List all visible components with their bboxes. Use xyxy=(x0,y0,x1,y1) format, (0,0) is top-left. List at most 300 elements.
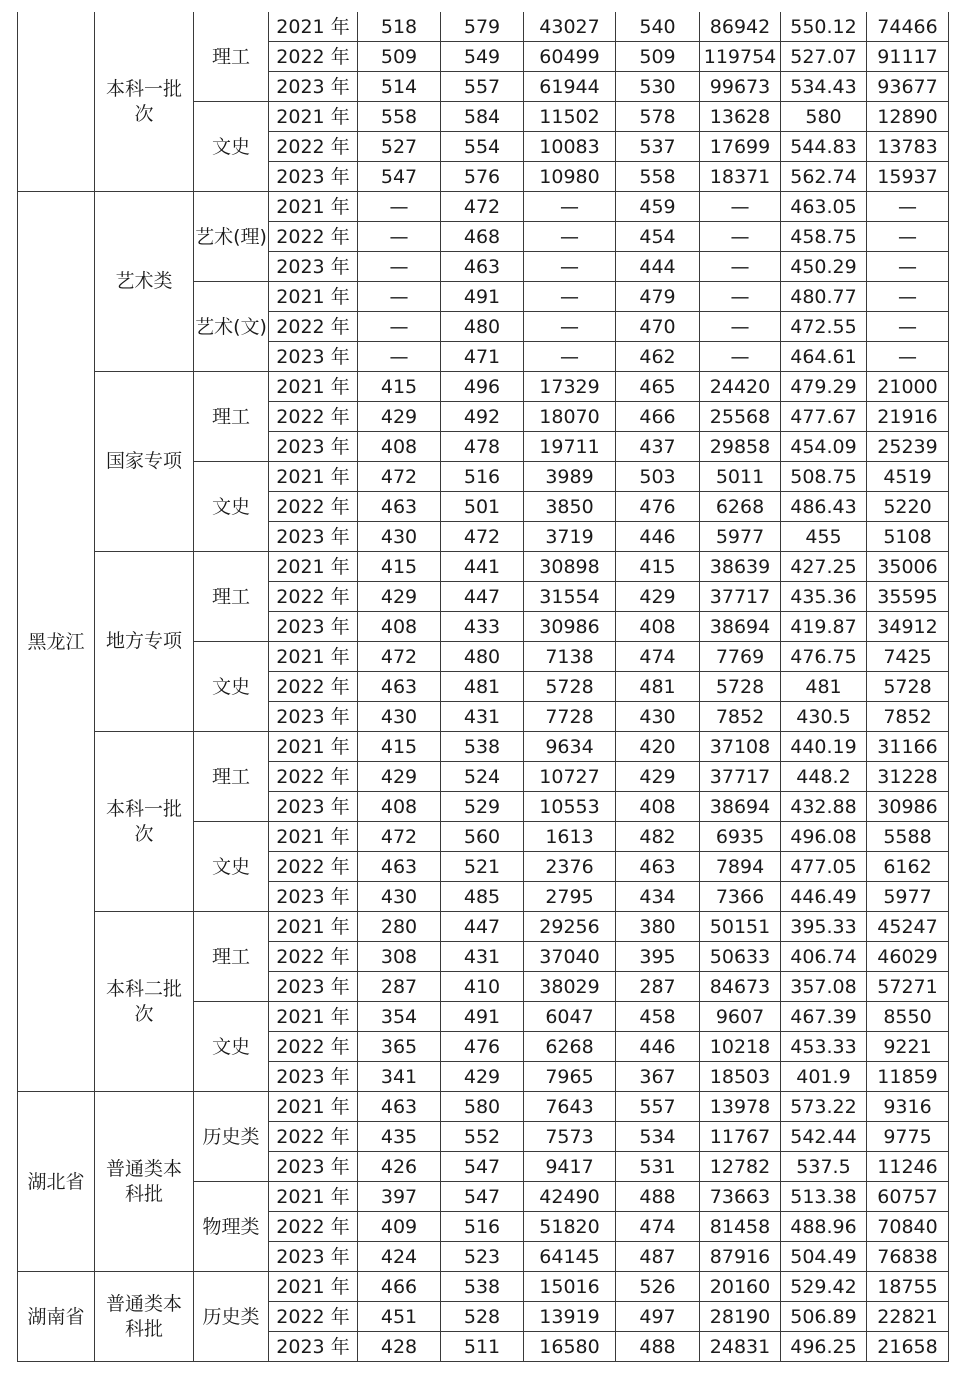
table-row xyxy=(18,372,949,402)
value-cell: 471 xyxy=(441,342,524,372)
table-row xyxy=(18,552,949,582)
value-cell: 60499 xyxy=(524,42,616,72)
table-row xyxy=(18,1092,949,1122)
year-cell: 2022 年 xyxy=(269,672,358,702)
value-cell: 459 xyxy=(616,192,700,222)
table-row xyxy=(18,912,949,942)
value-cell: 410 xyxy=(441,972,524,1002)
value-cell: 440.19 xyxy=(781,732,867,762)
value-cell: 420 xyxy=(616,732,700,762)
year-cell: 2021 年 xyxy=(269,912,358,942)
value-cell: 465 xyxy=(616,372,700,402)
value-cell: 458 xyxy=(616,1002,700,1032)
value-cell: 408 xyxy=(358,432,441,462)
year-cell: 2021 年 xyxy=(269,822,358,852)
value-cell: 480 xyxy=(441,312,524,342)
value-cell: 93677 xyxy=(867,72,949,102)
value-cell: 451 xyxy=(358,1302,441,1332)
value-cell: 540 xyxy=(616,12,700,42)
value-cell: 35006 xyxy=(867,552,949,582)
value-cell: 24420 xyxy=(700,372,781,402)
value-cell: 481 xyxy=(441,672,524,702)
subject-cell: 文史 xyxy=(194,462,269,552)
value-cell: 534.43 xyxy=(781,72,867,102)
value-cell: 21658 xyxy=(867,1332,949,1362)
value-cell: 470 xyxy=(616,312,700,342)
value-cell: 13919 xyxy=(524,1302,616,1332)
value-cell: 476 xyxy=(441,1032,524,1062)
value-cell: 9221 xyxy=(867,1032,949,1062)
year-cell: 2023 年 xyxy=(269,342,358,372)
value-cell: 408 xyxy=(358,612,441,642)
year-cell: 2023 年 xyxy=(269,1062,358,1092)
value-cell: 542.44 xyxy=(781,1122,867,1152)
value-cell: 31166 xyxy=(867,732,949,762)
year-cell: 2023 年 xyxy=(269,252,358,282)
year-cell: 2023 年 xyxy=(269,432,358,462)
score-table xyxy=(17,12,949,1362)
value-cell: 50151 xyxy=(700,912,781,942)
value-cell: 287 xyxy=(616,972,700,1002)
value-cell: 467.39 xyxy=(781,1002,867,1032)
value-cell: 10553 xyxy=(524,792,616,822)
value-cell: 538 xyxy=(441,1272,524,1302)
value-cell: 521 xyxy=(441,852,524,882)
value-cell: 488.96 xyxy=(781,1212,867,1242)
batch-cell: 本科一批次 xyxy=(95,732,194,912)
value-cell: 580 xyxy=(441,1092,524,1122)
year-cell: 2022 年 xyxy=(269,1212,358,1242)
value-cell: 466 xyxy=(358,1272,441,1302)
value-cell: 50633 xyxy=(700,942,781,972)
value-cell: 6268 xyxy=(700,492,781,522)
value-cell: 524 xyxy=(441,762,524,792)
value-cell: 429 xyxy=(616,762,700,792)
value-cell: 30898 xyxy=(524,552,616,582)
value-cell: 84673 xyxy=(700,972,781,1002)
value-cell: 45247 xyxy=(867,912,949,942)
value-cell: 25239 xyxy=(867,432,949,462)
value-cell: 7643 xyxy=(524,1092,616,1122)
value-cell: 573.22 xyxy=(781,1092,867,1122)
value-cell: 20160 xyxy=(700,1272,781,1302)
year-cell: 2021 年 xyxy=(269,642,358,672)
value-cell: 17699 xyxy=(700,132,781,162)
value-cell: 429 xyxy=(358,582,441,612)
value-cell: 354 xyxy=(358,1002,441,1032)
value-cell: 415 xyxy=(358,732,441,762)
value-cell: 424 xyxy=(358,1242,441,1272)
value-cell: 13628 xyxy=(700,102,781,132)
value-cell: — xyxy=(358,342,441,372)
year-cell: 2021 年 xyxy=(269,1272,358,1302)
value-cell: 429 xyxy=(441,1062,524,1092)
value-cell: 7728 xyxy=(524,702,616,732)
value-cell: 429 xyxy=(358,402,441,432)
value-cell: — xyxy=(524,222,616,252)
value-cell: 446 xyxy=(616,522,700,552)
value-cell: 501 xyxy=(441,492,524,522)
value-cell: 557 xyxy=(616,1092,700,1122)
value-cell: 30986 xyxy=(867,792,949,822)
subject-cell: 理工 xyxy=(194,12,269,102)
batch-cell: 本科二批次 xyxy=(95,912,194,1092)
value-cell: 9607 xyxy=(700,1002,781,1032)
value-cell: 74466 xyxy=(867,12,949,42)
value-cell: 562.74 xyxy=(781,162,867,192)
year-cell: 2022 年 xyxy=(269,582,358,612)
value-cell: 61944 xyxy=(524,72,616,102)
value-cell: 51820 xyxy=(524,1212,616,1242)
subject-cell: 文史 xyxy=(194,822,269,912)
value-cell: 24831 xyxy=(700,1332,781,1362)
value-cell: 2795 xyxy=(524,882,616,912)
batch-cell: 本科一批次 xyxy=(95,12,194,192)
value-cell: 430 xyxy=(358,522,441,552)
table-body xyxy=(18,12,949,1362)
year-cell: 2023 年 xyxy=(269,522,358,552)
value-cell: 492 xyxy=(441,402,524,432)
year-cell: 2021 年 xyxy=(269,282,358,312)
value-cell: 472.55 xyxy=(781,312,867,342)
value-cell: 488 xyxy=(616,1182,700,1212)
value-cell: — xyxy=(700,192,781,222)
value-cell: 454.09 xyxy=(781,432,867,462)
value-cell: 431 xyxy=(441,702,524,732)
value-cell: 488 xyxy=(616,1332,700,1362)
value-cell: 435 xyxy=(358,1122,441,1152)
value-cell: 463 xyxy=(441,252,524,282)
value-cell: 429 xyxy=(358,762,441,792)
value-cell: 12782 xyxy=(700,1152,781,1182)
value-cell: 18755 xyxy=(867,1272,949,1302)
value-cell: 477.67 xyxy=(781,402,867,432)
table-row xyxy=(18,732,949,762)
value-cell: 11859 xyxy=(867,1062,949,1092)
value-cell: 516 xyxy=(441,462,524,492)
value-cell: 558 xyxy=(616,162,700,192)
value-cell: — xyxy=(867,252,949,282)
value-cell: 511 xyxy=(441,1332,524,1362)
value-cell: 7769 xyxy=(700,642,781,672)
value-cell: 496.08 xyxy=(781,822,867,852)
value-cell: 560 xyxy=(441,822,524,852)
value-cell: 7894 xyxy=(700,852,781,882)
value-cell: 18070 xyxy=(524,402,616,432)
year-cell: 2021 年 xyxy=(269,102,358,132)
value-cell: 7573 xyxy=(524,1122,616,1152)
value-cell: 11767 xyxy=(700,1122,781,1152)
subject-cell: 艺术(文) xyxy=(194,282,269,372)
value-cell: 395.33 xyxy=(781,912,867,942)
value-cell: 395 xyxy=(616,942,700,972)
year-cell: 2023 年 xyxy=(269,72,358,102)
value-cell: 448.2 xyxy=(781,762,867,792)
value-cell: 12890 xyxy=(867,102,949,132)
value-cell: 537 xyxy=(616,132,700,162)
value-cell: 3850 xyxy=(524,492,616,522)
value-cell: — xyxy=(524,192,616,222)
value-cell: 441 xyxy=(441,552,524,582)
province-cell: 湖北省 xyxy=(18,1092,95,1272)
year-cell: 2023 年 xyxy=(269,162,358,192)
batch-cell: 地方专项 xyxy=(95,552,194,732)
value-cell: 46029 xyxy=(867,942,949,972)
value-cell: 16580 xyxy=(524,1332,616,1362)
value-cell: 576 xyxy=(441,162,524,192)
value-cell: 7852 xyxy=(700,702,781,732)
value-cell: 37717 xyxy=(700,762,781,792)
value-cell: 430 xyxy=(358,882,441,912)
value-cell: 10727 xyxy=(524,762,616,792)
value-cell: 529 xyxy=(441,792,524,822)
subject-cell: 物理类 xyxy=(194,1182,269,1272)
value-cell: 7852 xyxy=(867,702,949,732)
value-cell: 3989 xyxy=(524,462,616,492)
year-cell: 2023 年 xyxy=(269,702,358,732)
value-cell: 34912 xyxy=(867,612,949,642)
value-cell: 464.61 xyxy=(781,342,867,372)
value-cell: 527 xyxy=(358,132,441,162)
value-cell: 496 xyxy=(441,372,524,402)
value-cell: — xyxy=(358,192,441,222)
value-cell: 76838 xyxy=(867,1242,949,1272)
value-cell: 408 xyxy=(616,612,700,642)
value-cell: 5728 xyxy=(700,672,781,702)
value-cell: 516 xyxy=(441,1212,524,1242)
score-table-container xyxy=(17,12,948,1362)
value-cell: 534 xyxy=(616,1122,700,1152)
value-cell: — xyxy=(358,252,441,282)
value-cell: 463 xyxy=(616,852,700,882)
value-cell: 19711 xyxy=(524,432,616,462)
value-cell: 408 xyxy=(616,792,700,822)
value-cell: 538 xyxy=(441,732,524,762)
value-cell: — xyxy=(700,282,781,312)
value-cell: 7366 xyxy=(700,882,781,912)
value-cell: 446 xyxy=(616,1032,700,1062)
value-cell: 472 xyxy=(358,822,441,852)
value-cell: 447 xyxy=(441,582,524,612)
value-cell: 437 xyxy=(616,432,700,462)
province-cell: 湖南省 xyxy=(18,1272,95,1362)
value-cell: 60757 xyxy=(867,1182,949,1212)
value-cell: 367 xyxy=(616,1062,700,1092)
value-cell: — xyxy=(700,342,781,372)
year-cell: 2023 年 xyxy=(269,792,358,822)
value-cell: 409 xyxy=(358,1212,441,1242)
value-cell: 463 xyxy=(358,852,441,882)
subject-cell: 理工 xyxy=(194,732,269,822)
value-cell: 472 xyxy=(358,462,441,492)
value-cell: — xyxy=(358,282,441,312)
value-cell: 554 xyxy=(441,132,524,162)
value-cell: — xyxy=(524,342,616,372)
value-cell: — xyxy=(524,282,616,312)
value-cell: — xyxy=(524,252,616,282)
subject-cell: 理工 xyxy=(194,912,269,1002)
value-cell: 406.74 xyxy=(781,942,867,972)
year-cell: 2022 年 xyxy=(269,852,358,882)
value-cell: 22821 xyxy=(867,1302,949,1332)
value-cell: 6047 xyxy=(524,1002,616,1032)
value-cell: 35595 xyxy=(867,582,949,612)
value-cell: 474 xyxy=(616,1212,700,1242)
value-cell: 433 xyxy=(441,612,524,642)
value-cell: 476 xyxy=(616,492,700,522)
value-cell: 476.75 xyxy=(781,642,867,672)
value-cell: 547 xyxy=(358,162,441,192)
value-cell: — xyxy=(867,282,949,312)
value-cell: 468 xyxy=(441,222,524,252)
value-cell: 463 xyxy=(358,672,441,702)
subject-cell: 理工 xyxy=(194,372,269,462)
value-cell: 446.49 xyxy=(781,882,867,912)
year-cell: 2021 年 xyxy=(269,552,358,582)
value-cell: 508.75 xyxy=(781,462,867,492)
value-cell: 558 xyxy=(358,102,441,132)
value-cell: 9634 xyxy=(524,732,616,762)
value-cell: 28190 xyxy=(700,1302,781,1332)
value-cell: 5220 xyxy=(867,492,949,522)
value-cell: — xyxy=(867,192,949,222)
value-cell: 7965 xyxy=(524,1062,616,1092)
value-cell: 552 xyxy=(441,1122,524,1152)
value-cell: 432.88 xyxy=(781,792,867,822)
value-cell: 462 xyxy=(616,342,700,372)
value-cell: 506.89 xyxy=(781,1302,867,1332)
value-cell: 482 xyxy=(616,822,700,852)
value-cell: 481 xyxy=(781,672,867,702)
table-row xyxy=(18,1272,949,1302)
year-cell: 2022 年 xyxy=(269,132,358,162)
value-cell: 434 xyxy=(616,882,700,912)
value-cell: 550.12 xyxy=(781,12,867,42)
value-cell: 513.38 xyxy=(781,1182,867,1212)
value-cell: 38029 xyxy=(524,972,616,1002)
value-cell: 10218 xyxy=(700,1032,781,1062)
value-cell: 7425 xyxy=(867,642,949,672)
value-cell: 43027 xyxy=(524,12,616,42)
value-cell: 487 xyxy=(616,1242,700,1272)
value-cell: 18503 xyxy=(700,1062,781,1092)
value-cell: 380 xyxy=(616,912,700,942)
value-cell: 478 xyxy=(441,432,524,462)
value-cell: 477.05 xyxy=(781,852,867,882)
value-cell: 429 xyxy=(616,582,700,612)
year-cell: 2023 年 xyxy=(269,972,358,1002)
value-cell: 10083 xyxy=(524,132,616,162)
value-cell: 454 xyxy=(616,222,700,252)
value-cell: 119754 xyxy=(700,42,781,72)
value-cell: 557 xyxy=(441,72,524,102)
value-cell: 37717 xyxy=(700,582,781,612)
value-cell: 70840 xyxy=(867,1212,949,1242)
value-cell: 537.5 xyxy=(781,1152,867,1182)
value-cell: 86942 xyxy=(700,12,781,42)
value-cell: 518 xyxy=(358,12,441,42)
batch-cell: 普通类本科批 xyxy=(95,1272,194,1362)
year-cell: 2021 年 xyxy=(269,12,358,42)
batch-cell: 国家专项 xyxy=(95,372,194,552)
subject-cell: 文史 xyxy=(194,102,269,192)
value-cell: 514 xyxy=(358,72,441,102)
value-cell: 503 xyxy=(616,462,700,492)
province-cell xyxy=(18,12,95,192)
value-cell: 481 xyxy=(616,672,700,702)
value-cell: 8550 xyxy=(867,1002,949,1032)
value-cell: 87916 xyxy=(700,1242,781,1272)
year-cell: 2023 年 xyxy=(269,1152,358,1182)
year-cell: 2021 年 xyxy=(269,1002,358,1032)
value-cell: 531 xyxy=(616,1152,700,1182)
year-cell: 2022 年 xyxy=(269,1302,358,1332)
value-cell: 10980 xyxy=(524,162,616,192)
value-cell: 17329 xyxy=(524,372,616,402)
value-cell: 37040 xyxy=(524,942,616,972)
value-cell: 38694 xyxy=(700,792,781,822)
value-cell: 428 xyxy=(358,1332,441,1362)
value-cell: 491 xyxy=(441,1002,524,1032)
value-cell: — xyxy=(867,312,949,342)
year-cell: 2023 年 xyxy=(269,1332,358,1362)
value-cell: 415 xyxy=(358,552,441,582)
value-cell: 530 xyxy=(616,72,700,102)
value-cell: 91117 xyxy=(867,42,949,72)
value-cell: 341 xyxy=(358,1062,441,1092)
value-cell: 5728 xyxy=(867,672,949,702)
year-cell: 2021 年 xyxy=(269,1092,358,1122)
value-cell: 435.36 xyxy=(781,582,867,612)
value-cell: 6268 xyxy=(524,1032,616,1062)
value-cell: 455 xyxy=(781,522,867,552)
province-cell: 黑龙江 xyxy=(18,192,95,1092)
value-cell: 479 xyxy=(616,282,700,312)
value-cell: 579 xyxy=(441,12,524,42)
value-cell: 496.25 xyxy=(781,1332,867,1362)
value-cell: 2376 xyxy=(524,852,616,882)
value-cell: 30986 xyxy=(524,612,616,642)
table-row xyxy=(18,12,949,42)
value-cell: 479.29 xyxy=(781,372,867,402)
year-cell: 2021 年 xyxy=(269,1182,358,1212)
value-cell: 18371 xyxy=(700,162,781,192)
value-cell: 365 xyxy=(358,1032,441,1062)
value-cell: 73663 xyxy=(700,1182,781,1212)
value-cell: 38639 xyxy=(700,552,781,582)
value-cell: 480.77 xyxy=(781,282,867,312)
value-cell: 458.75 xyxy=(781,222,867,252)
value-cell: 5588 xyxy=(867,822,949,852)
value-cell: 549 xyxy=(441,42,524,72)
value-cell: 497 xyxy=(616,1302,700,1332)
value-cell: 453.33 xyxy=(781,1032,867,1062)
value-cell: 287 xyxy=(358,972,441,1002)
value-cell: 9775 xyxy=(867,1122,949,1152)
value-cell: 491 xyxy=(441,282,524,312)
value-cell: 480 xyxy=(441,642,524,672)
year-cell: 2021 年 xyxy=(269,372,358,402)
value-cell: 21916 xyxy=(867,402,949,432)
subject-cell: 文史 xyxy=(194,1002,269,1092)
year-cell: 2022 年 xyxy=(269,402,358,432)
value-cell: 25568 xyxy=(700,402,781,432)
year-cell: 2021 年 xyxy=(269,732,358,762)
year-cell: 2022 年 xyxy=(269,222,358,252)
value-cell: 42490 xyxy=(524,1182,616,1212)
year-cell: 2023 年 xyxy=(269,612,358,642)
year-cell: 2022 年 xyxy=(269,312,358,342)
